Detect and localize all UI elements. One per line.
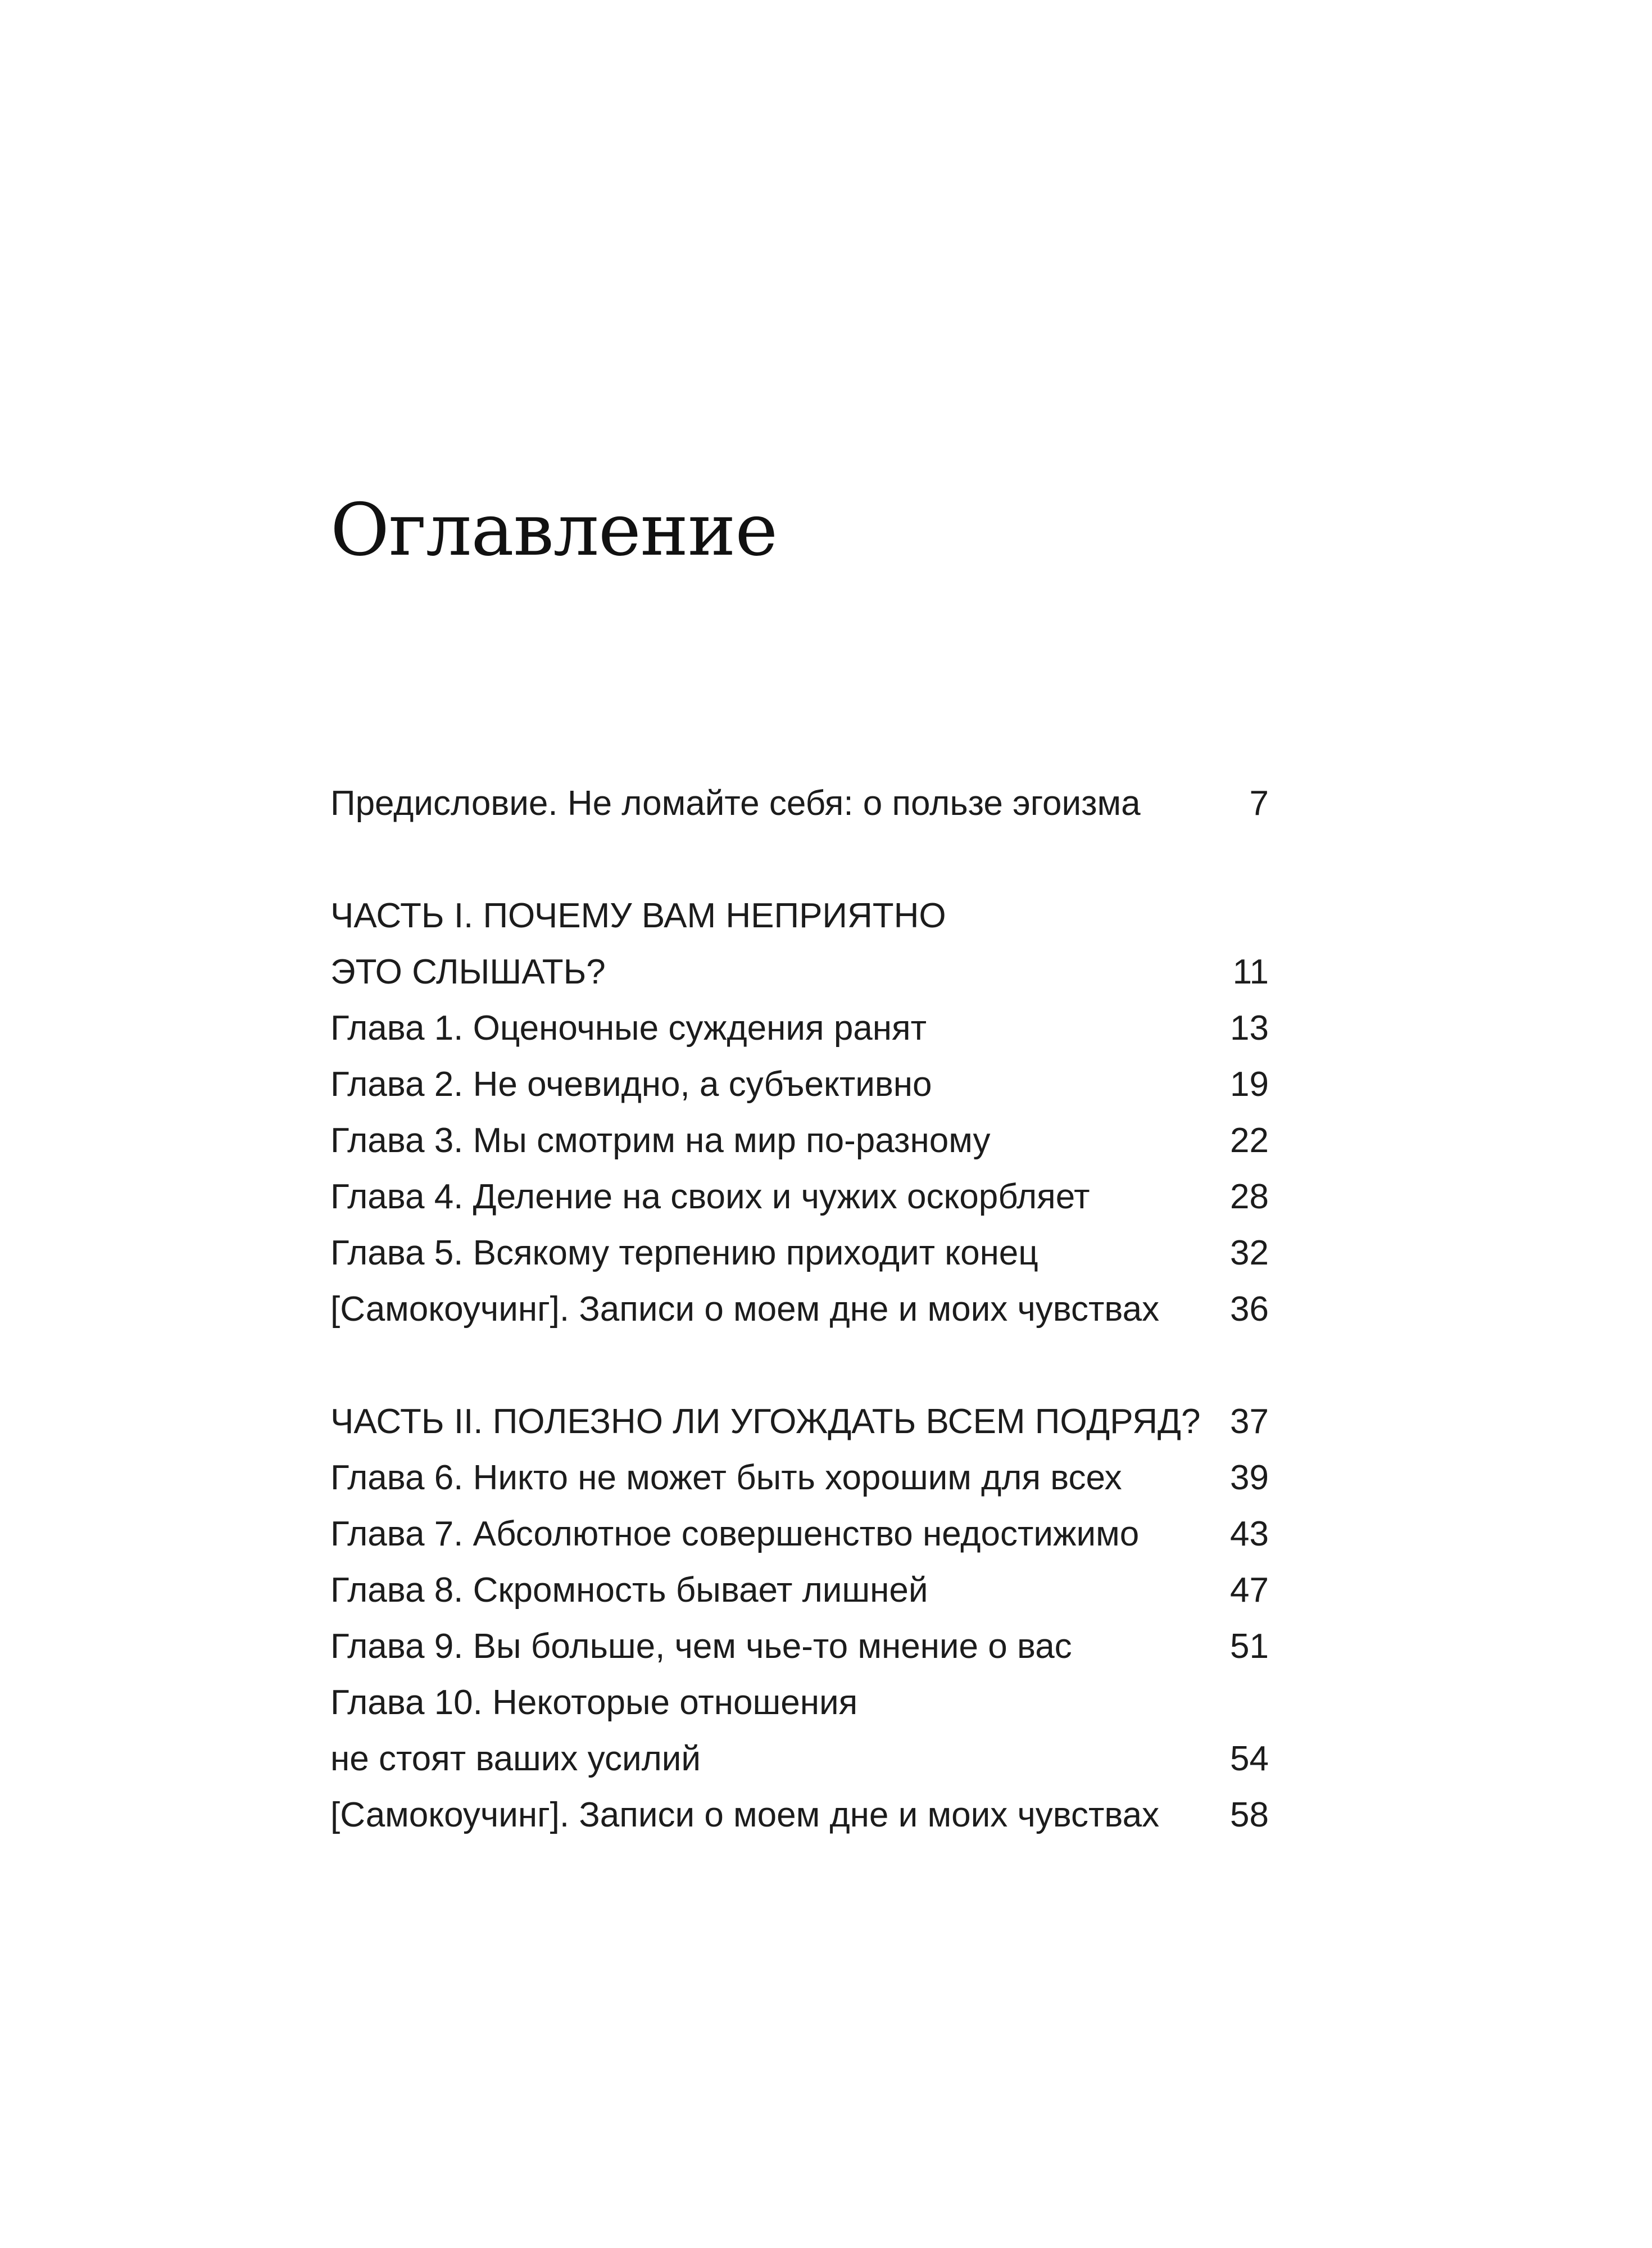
toc-entry-page: 32 [1230, 1234, 1269, 1272]
toc-entry-chapter-4 [330, 1169, 1269, 1225]
page-title: Оглавление [330, 488, 778, 572]
toc-entry-label: Предисловие. Не ломайте себя: о пользе эгоизма [330, 784, 1141, 823]
toc-entry-page: 51 [1230, 1627, 1269, 1666]
toc-entry-page: 37 [1230, 1402, 1269, 1441]
toc-entry-preface [330, 776, 1269, 832]
toc-entry-label: ЭТО СЛЫШАТЬ? [330, 953, 606, 991]
toc-entry-label: Глава 4. Деление на своих и чужих оскорбляет [330, 1177, 1090, 1216]
toc-entry-page: 54 [1230, 1739, 1269, 1778]
toc-entry-page: 58 [1230, 1796, 1269, 1834]
toc-entry-page: 13 [1230, 1009, 1269, 1048]
toc-entry-label: Глава 2. Не очевидно, а субъективно [330, 1065, 932, 1104]
toc-entry-page: 19 [1230, 1065, 1269, 1104]
toc-entry-chapter-10-line-1 [330, 1675, 1269, 1731]
toc-entry-page: 11 [1232, 953, 1269, 991]
toc-entry-label: Глава 9. Вы больше, чем чье-то мнение о вас [330, 1627, 1072, 1666]
toc-entry-chapter-7 [330, 1506, 1269, 1562]
toc-entry-chapter-10-line-2 [330, 1731, 1269, 1787]
toc-entry-chapter-6 [330, 1450, 1269, 1506]
toc-entry-chapter-2 [330, 1057, 1269, 1113]
toc-entry-label: [Самокоучинг]. Записи о моем дне и моих чувствах [330, 1290, 1160, 1329]
toc-part-1-heading-line-2 [330, 944, 1269, 1000]
toc-entry-label: Глава 5. Всякому терпению приходит конец [330, 1234, 1038, 1272]
toc-part-1-heading-line-1 [330, 888, 1269, 944]
toc-entry-page: 36 [1230, 1290, 1269, 1329]
toc-entry-label: Глава 1. Оценочные суждения ранят [330, 1009, 927, 1048]
toc-part-2-heading [330, 1394, 1269, 1450]
toc-entry-page: 28 [1230, 1177, 1269, 1216]
toc-entry-page: 39 [1230, 1458, 1269, 1497]
toc-entry-label: [Самокоучинг]. Записи о моем дне и моих чувствах [330, 1796, 1160, 1834]
toc-entry-selfcoaching-2 [330, 1787, 1269, 1843]
toc-entry-page: 7 [1249, 784, 1269, 823]
toc-entry-label: не стоят ваших усилий [330, 1739, 701, 1778]
toc-entry-page: 43 [1230, 1515, 1269, 1553]
section-gap [330, 832, 1269, 888]
toc-entry-label: ЧАСТЬ II. ПОЛЕЗНО ЛИ УГОЖДАТЬ ВСЕМ ПОДРЯД? [330, 1402, 1201, 1441]
toc-entry-chapter-5 [330, 1225, 1269, 1281]
toc-entry-page: 47 [1230, 1571, 1269, 1610]
toc-entry-label: Глава 7. Абсолютное совершенство недостижимо [330, 1515, 1140, 1553]
toc-entry-chapter-1 [330, 1000, 1269, 1057]
toc-entry-chapter-3 [330, 1113, 1269, 1169]
toc-entry-label: Глава 3. Мы смотрим на мир по-разному [330, 1121, 991, 1160]
toc-entry-label: Глава 8. Скромность бывает лишней [330, 1571, 928, 1610]
toc-entry-label: Глава 6. Никто не может быть хорошим для всех [330, 1458, 1122, 1497]
toc-entry-label: ЧАСТЬ I. ПОЧЕМУ ВАМ НЕПРИЯТНО [330, 896, 946, 935]
toc-entry-page: 22 [1230, 1121, 1269, 1160]
toc-entry-selfcoaching-1 [330, 1281, 1269, 1338]
section-gap [330, 1338, 1269, 1394]
toc-entry-label: Глава 10. Некоторые отношения [330, 1683, 858, 1722]
toc-entry-chapter-8 [330, 1562, 1269, 1619]
table-of-contents [330, 776, 1269, 1843]
toc-entry-chapter-9 [330, 1619, 1269, 1675]
